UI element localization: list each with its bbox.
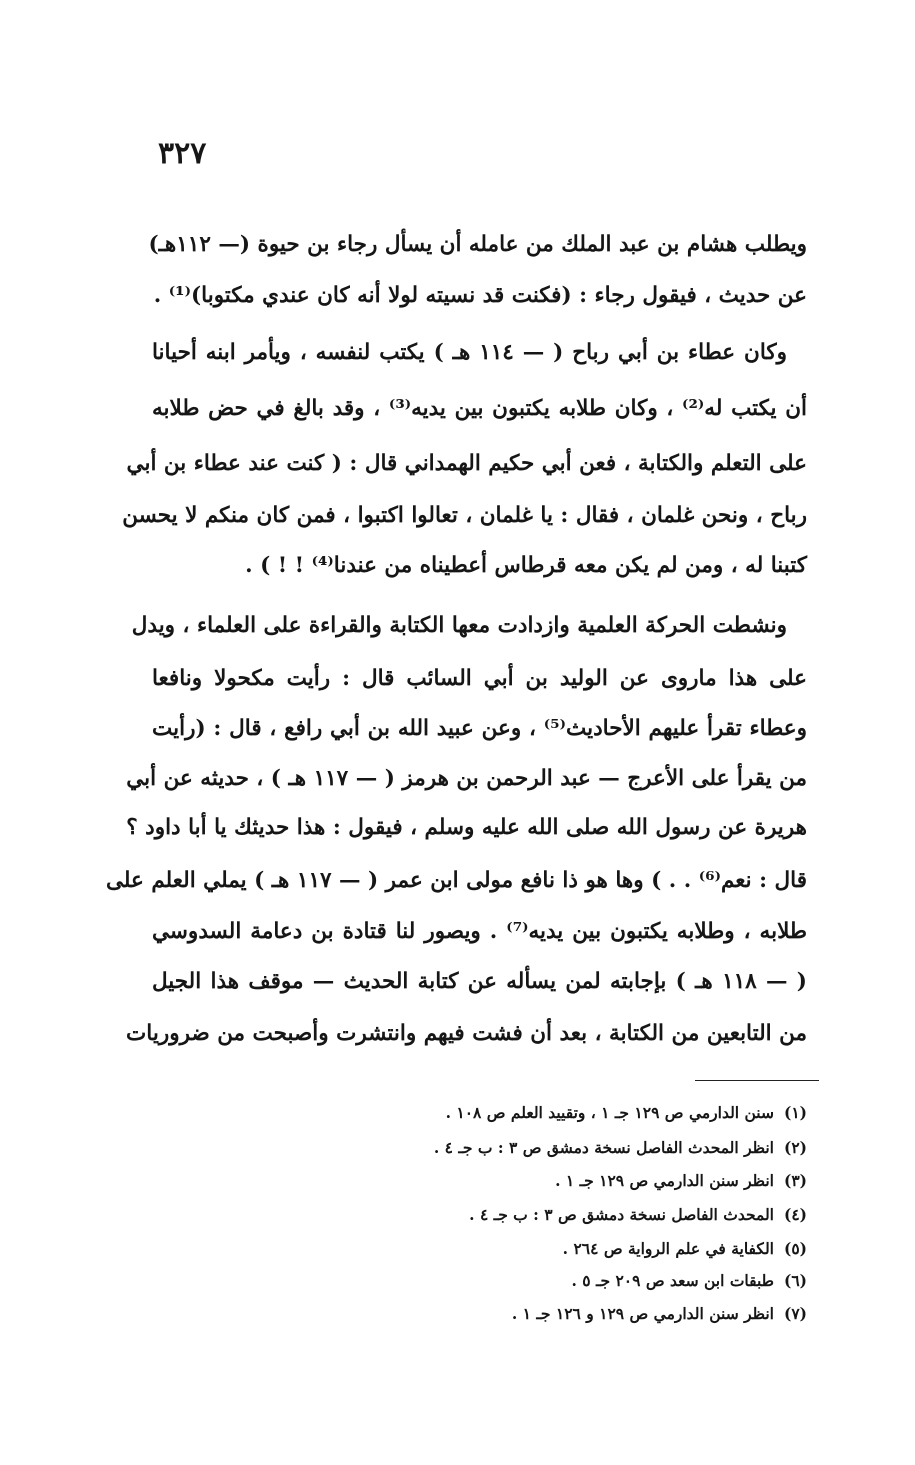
body-line: وعطاء تقرأ عليهم الأحاديث⁽⁵⁾ ، وعن عبيد الله بن أبي رافع ، قال : (رأيت: [152, 716, 807, 741]
body-line: قال : نعم⁽⁶⁾ . . ) وها هو ذا نافع مولى ابن عمر ( — ١١٧ هـ ) يملي العلم على: [106, 868, 807, 893]
footnote-number: (٤): [783, 1205, 807, 1224]
body-line: ( — ١١٨ هـ ) بإجابته لمن يسأله عن كتابة الحديث — موقف هذا الجيل: [152, 969, 807, 994]
footnote-number: (٥): [783, 1239, 807, 1258]
footnote: [571, 1266, 807, 1296]
footnote-number: (١): [783, 1103, 807, 1122]
body-line: أن يكتب له⁽²⁾ ، وكان طلابه يكتبون بين يديه⁽³⁾ ، وقد بالغ في حض طلابه: [152, 396, 807, 421]
footnote-number: (٢): [783, 1138, 807, 1157]
body-line: ويطلب هشام بن عبد الملك من عامله أن يسأل رجاء بن حيوة (— ١١٢هـ): [148, 232, 807, 257]
body-line: على هذا ماروى عن الوليد بن أبي السائب قال : رأيت مكحولا ونافعا: [152, 666, 807, 691]
footnote-text: انظر سنن الدارمي ص ١٢٩ جـ ١ .: [555, 1171, 774, 1190]
footnote-number: (٧): [783, 1304, 807, 1323]
body-line: على التعلم والكتابة ، فعن أبي حكيم الهمداني قال : ( كنت عند عطاء بن أبي: [126, 451, 807, 476]
body-line: هريرة عن رسول الله صلى الله عليه وسلم ، فيقول : هذا حديثك يا أبا داود ؟: [126, 815, 807, 840]
footnote-text: انظر المحدث الفاصل نسخة دمشق ص ٣ : ب جـ ٤ .: [433, 1138, 774, 1157]
body-line: كتبنا له ، ومن لم يكن معه قرطاس أعطيناه من عندنا⁽⁴⁾ ! ! ) .: [245, 553, 807, 578]
footnote: [434, 1133, 807, 1163]
body-line: وكان عطاء بن أبي رباح ( — ١١٤ هـ ) يكتب لنفسه ، ويأمر ابنه أحيانا: [152, 340, 787, 365]
body-line: رباح ، ونحن غلمان ، فقال : يا غلمان ، تعالوا اكتبوا ، فمن كان منكم لا يحسن: [122, 503, 807, 528]
footnote: [512, 1299, 807, 1329]
page-number: ٣٢٧: [158, 136, 207, 171]
footnote-text: المحدث الفاصل نسخة دمشق ص ٣ : ب جـ ٤ .: [469, 1205, 774, 1224]
footnote: [469, 1200, 807, 1230]
body-line: من التابعين من الكتابة ، بعد أن فشت فيهم وانتشرت وأصبحت من ضروريات: [126, 1021, 807, 1046]
footnote-number: (٣): [783, 1171, 807, 1190]
footnote: [563, 1234, 807, 1264]
footnote-text: سنن الدارمي ص ١٢٩ جـ ١ ، وتقييد العلم ص ١٠٨ .: [445, 1103, 774, 1122]
body-line: طلابه ، وطلابه يكتبون بين يديه⁽⁷⁾ . ويصور لنا قتادة بن دعامة السدوسي: [152, 919, 808, 944]
footnote-text: انظر سنن الدارمي ص ١٢٩ و ١٢٦ جـ ١ .: [511, 1304, 774, 1323]
footnote-text: الكفاية في علم الرواية ص ٢٦٤ .: [562, 1239, 774, 1258]
body-line: عن حديث ، فيقول رجاء : (فكنت قد نسيته لولا أنه كان عندي مكتوبا)⁽¹⁾ .: [153, 283, 807, 308]
footnote: [555, 1166, 807, 1196]
body-line: من يقرأ على الأعرج — عبد الرحمن بن هرمز ( — ١١٧ هـ ) ، حديثه عن أبي: [126, 766, 807, 791]
footnote-text: طبقات ابن سعد ص ٢٠٩ جـ ٥ .: [571, 1271, 774, 1290]
footnote-separator: [695, 1080, 819, 1081]
footnote-number: (٦): [783, 1271, 807, 1290]
footnote: [446, 1098, 807, 1128]
body-line: ونشطت الحركة العلمية وازدادت معها الكتابة والقراءة على العلماء ، ويدل: [131, 613, 787, 638]
